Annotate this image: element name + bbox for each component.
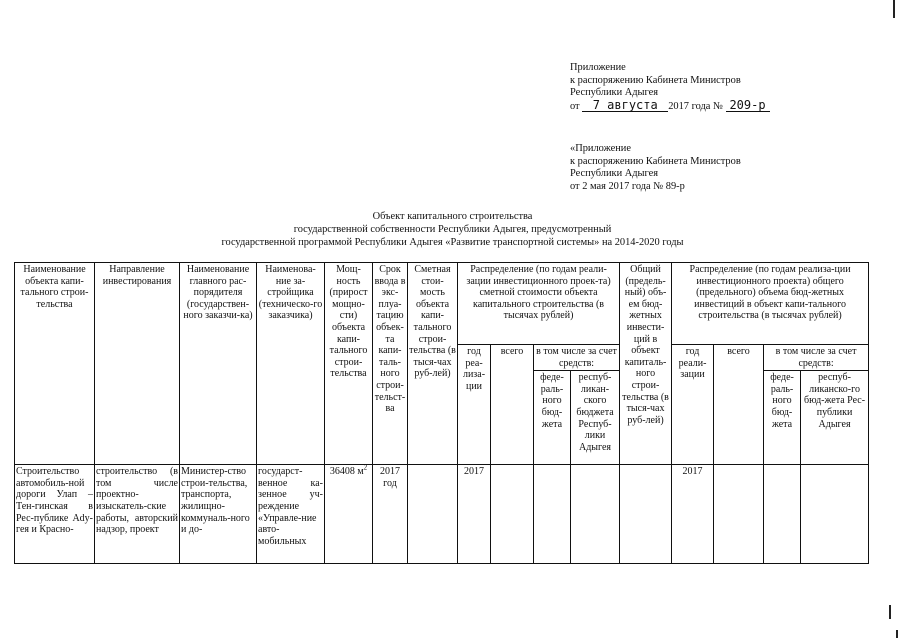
previous-appendix-line: «Приложение bbox=[570, 143, 631, 154]
capacity-unit-exponent: 2 bbox=[363, 464, 368, 472]
header-developer: Наименова-ние за-стройщика (техническо-го заказчика) bbox=[257, 263, 325, 465]
capacity-value: 36408 м bbox=[329, 466, 364, 478]
header-federal-1: феде-раль-ного бюд-жета bbox=[534, 371, 571, 465]
cell-year-1: 2017 bbox=[458, 465, 491, 564]
title-line: Объект капитального строительства bbox=[372, 211, 533, 222]
cell-year-2: 2017 bbox=[672, 465, 714, 564]
approval-line: к распоряжению Кабинета Министров bbox=[570, 74, 741, 86]
header-republic-1: респуб-ликан-ского бюджета Респуб-лики Адыгея bbox=[571, 371, 620, 465]
header-total-2: всего bbox=[714, 345, 764, 465]
cell-name: Строительство автомобиль-ной дороги Улап – Тен-гинская в Рес-публике Ady-гея и Красно- bbox=[15, 465, 95, 564]
header-direction: Направление инвестирования bbox=[95, 263, 180, 465]
header-estimate-cost: Сметная стои-мость объекта капи-тального строи-тельства (в тыся-чах руб-лей) bbox=[408, 263, 458, 465]
cell-developer: государст-венное ка-зенное уч-реждение «Управле-ние авто-мобильных bbox=[257, 465, 325, 564]
header-estimate-distribution: Распределение (по годам реали-зации инвестиционного проек-та) сметной стоимости объекта капитального строительства (в тысячах рублей) bbox=[458, 263, 620, 345]
header-budget-distribution: Распределение (по годам реализа-ции инвестиционного проекта) общего (предельного) объема бюд-жетных инвестиций в объект капи-тального строительства (в тысячах рублей) bbox=[672, 263, 869, 345]
cell-commission-date: 2017 год bbox=[373, 465, 408, 564]
header-main-manager: Наименование главного рас-порядителя (государствен-ного заказчи-ка) bbox=[180, 263, 257, 465]
title-line: государственной программой Республики Адыгея «Развитие транспортной системы» на 2014-2020 годы bbox=[221, 237, 684, 248]
scan-mark-top-right bbox=[893, 0, 895, 18]
cell-capacity bbox=[325, 465, 373, 564]
scan-mark-right bbox=[889, 605, 891, 619]
cell-total-budget bbox=[620, 465, 672, 564]
previous-appendix-line: к распоряжению Кабинета Министров bbox=[570, 155, 741, 167]
header-name: Наименование объекта капи-тального строи-тельства bbox=[15, 263, 95, 465]
table-row bbox=[15, 465, 869, 564]
cell-estimate-cost bbox=[408, 465, 458, 564]
header-capacity: Мощ-ность (прирост мощно-сти) объекта капи-тального строи-тельства bbox=[325, 263, 373, 465]
header-commission-date: Срок ввода в экс-плуа-тацию объек-та капи-таль-ного строи-тельст-ва bbox=[373, 263, 408, 465]
header-total-1: всего bbox=[491, 345, 534, 465]
header-year-1: год реа-лиза-ции bbox=[458, 345, 491, 465]
header-including-1: в том числе за счет средств: bbox=[534, 345, 620, 371]
approval-date-mid: 2017 года № bbox=[668, 100, 723, 112]
approval-date-value: 7 августа bbox=[582, 100, 668, 112]
capital-construction-table bbox=[14, 262, 869, 564]
header-including-2: в том числе за счет средств: bbox=[764, 345, 869, 371]
header-total-budget: Общий (предель-ный) объ-ем бюд-жетных инвести-ций в объект капиталь-ного строи-тельства (в тыся-чах руб-лей) bbox=[620, 263, 672, 465]
previous-appendix-block bbox=[570, 143, 741, 193]
cell-direction: строительство (в том числе проектно-изыскатель-ские работы, авторский надзор, проект bbox=[95, 465, 180, 564]
approval-date-prefix: от bbox=[570, 100, 580, 112]
header-federal-2: феде-раль-ного бюд-жета bbox=[764, 371, 801, 465]
approval-line: Республики Адыгея bbox=[570, 87, 659, 99]
title-line: государственной собственности Республики Адыгея, предусмотренный bbox=[293, 224, 612, 235]
approval-block bbox=[570, 62, 770, 113]
cell-republic-2 bbox=[801, 465, 869, 564]
cell-federal-2 bbox=[764, 465, 801, 564]
scan-mark-bottom bbox=[896, 630, 898, 638]
cell-total-1 bbox=[491, 465, 534, 564]
header-republic-2: респуб-ликанско-го бюд-жета Рес-публики Адыгея bbox=[801, 371, 869, 465]
cell-main-manager: Министер-ство строи-тельства, транспорта, жилищно-коммуналь-ного и до- bbox=[180, 465, 257, 564]
cell-republic-1 bbox=[571, 465, 620, 564]
previous-appendix-line: от 2 мая 2017 года № 89-р bbox=[570, 180, 685, 192]
approval-line: Приложение bbox=[570, 62, 626, 73]
header-year-2: год реали-зации bbox=[672, 345, 714, 465]
approval-date-line bbox=[570, 97, 770, 114]
document-title bbox=[0, 210, 905, 249]
cell-total-2 bbox=[714, 465, 764, 564]
previous-appendix-line: Республики Адыгея bbox=[570, 168, 659, 180]
approval-number-value: 209-р bbox=[726, 100, 770, 112]
cell-federal-1 bbox=[534, 465, 571, 564]
